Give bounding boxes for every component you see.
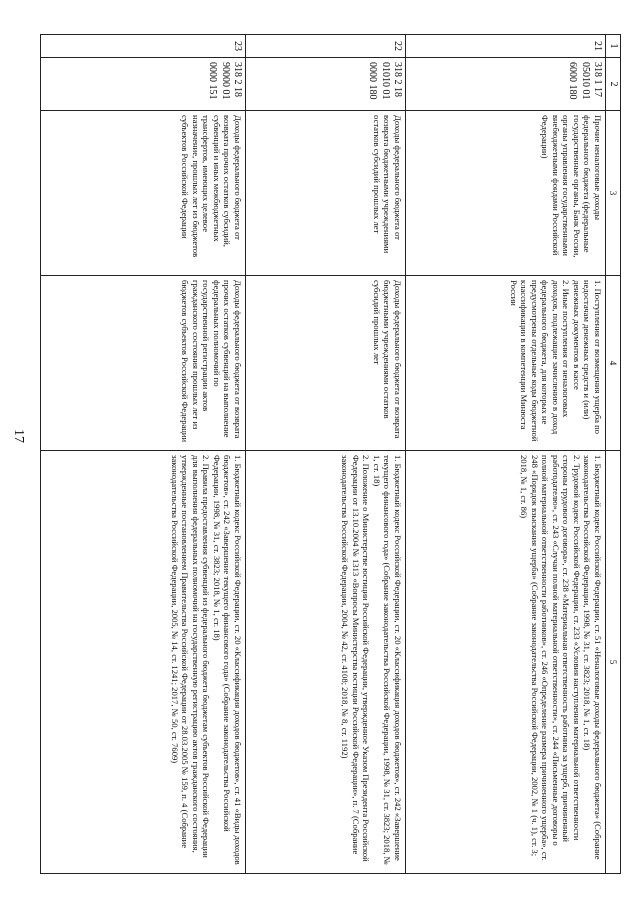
- income-detail-item: 2. Иные поступления от неналоговых доходов, подлежащие зачислению в доход федерального бюджета, для которых не предусмотрены отдельные коды бюджетной классификации в компетенции Минюста России: [508, 280, 572, 442]
- classification-table: [40, 34, 621, 874]
- table-rotation-frame: [40, 34, 621, 874]
- header-col-3: 3: [605, 111, 620, 276]
- header-col-5: 5: [605, 451, 620, 874]
- legal-basis-item: 2. Положение о Министерстве юстиции Российской Федерации, утвержденное Указом Президента Российской Федерации от 13.10.2004 № 1313 «Вопросы Министерства юстиции Российской Федерации», п. 7 (Собрание законодательства Российской Федерации, 2004, № 42, ст. 4108; 2018, № 8, ст. 1192): [340, 455, 372, 862]
- row-number: 23: [41, 35, 246, 58]
- table-header-row: [605, 35, 620, 874]
- legal-basis-item: 1. Бюджетный кодекс Российской Федерации, ст. 20 «Классификация доходов бюджетов», ст. 242 «Завершение текущего финансового года» (Собрание законодательства Российской Федерации, 1998, № 31, ст. 3823; 2018, № 1, ст. 18): [371, 455, 403, 865]
- classification-table-wrapper: [40, 34, 621, 874]
- income-detail-item: Доходы федерального бюджета от возврата прочих остатков субвенций на выполнение федеральных полномочий по государственной регистрации актов гражданского состояния прошлых лет из бюджетов субъектов Российской Федерации: [180, 280, 243, 443]
- budget-code-part: 318 2 18: [391, 62, 403, 97]
- budget-code: [41, 58, 246, 111]
- budget-code-part: 01010 01: [379, 62, 391, 100]
- income-detail-item: Доходы федерального бюджета от возврата бюджетными учреждениями остатков субсидий прошлых лет: [371, 280, 403, 439]
- budget-code-part: 6000 180: [567, 62, 579, 100]
- income-detail-item: 1. Поступления от возмещения ущерба по недостачам денежных средств и (или) денежных документов в кассе: [571, 280, 603, 434]
- legal-basis-item: 1. Бюджетный кодекс Российской Федерации, ст. 51 «Неналоговые доходы федерального бюджета» (Собрание законодательства Российской Федерации, 1998, № 31, ст. 3823; 2018, № 1, ст. 18): [582, 455, 603, 860]
- budget-code-part: 318 2 18: [231, 62, 243, 97]
- budget-code: [245, 58, 405, 111]
- legal-basis-item: 2. Правила предоставления субвенций из федерального бюджета бюджетам субъектов Российской Федерации для выполнения федеральных полномочий на государственную регистрацию актов гражданского состояния, утвержденные постановлением Правительства Российской Федерации от 28.03.2005 № 159, п. 4 (Собрание законодательства Российской Федерации, 2005, № 14, ст. 1241; 2017, № 50, ст. 7609): [169, 455, 212, 858]
- legal-basis-item: 2. Трудовой кодекс Российской Федерации, ст. 233 «Условия наступления материальной ответственности стороны трудового договора», ст. 238 «Материальная ответственность работника за ущерб, причиненный работодателю», ст. 243 «Случаи полной материальной ответственности», ст. 244 «Письменные договоры о полной материальной ответственности работников», ст. 246 «Определение размера причиненного ущерба», ст. 248 «Порядок взыскания ущерба» (Собрание законодательства Российской Федерации, 2002, № 1 (ч. 1), ст. 3; 2018, № 1, ст. 86): [519, 455, 582, 861]
- legal-basis: [41, 451, 246, 874]
- legal-basis: [245, 451, 405, 874]
- income-detail: [245, 276, 405, 451]
- income-name: Доходы федерального бюджета от возврата прочих остатков субсидий, субвенций и иных межбюджетных трансфертов, имеющих целевое назначение, прошлых лет из бюджетов субъектов Российской Федерации: [41, 111, 246, 276]
- budget-code-part: 0000 180: [367, 62, 379, 100]
- table-row: [41, 35, 246, 874]
- table-row: [245, 35, 405, 874]
- income-name: Прочие неналоговые доходы федерального бюджета (федеральные государственные органы, Банк России, органы управления государственными внебюджетными фондами Российской Федерации): [405, 111, 605, 276]
- income-detail: [41, 276, 246, 451]
- header-col-2: 2: [605, 58, 620, 111]
- row-number: 22: [245, 35, 405, 58]
- budget-code: [405, 58, 605, 111]
- header-col-4: 4: [605, 276, 620, 451]
- page-number: 17: [11, 429, 26, 443]
- income-name: Доходы федерального бюджета от возврата бюджетными учреждениями остатков субсидий прошлых лет: [245, 111, 405, 276]
- income-detail: [405, 276, 605, 451]
- budget-code-part: 318 1 17: [591, 62, 603, 97]
- legal-basis-item: 1. Бюджетный кодекс Российской Федерации, ст. 20 «Классификация доходов бюджетов», ст. 41 «Виды доходов бюджетов», ст. 242 «Завершение текущего финансового года» (Собрание законодательства Российской Федерации, 1998, № 31, ст. 3823; 2018, № 1, ст. 18): [211, 455, 243, 865]
- table-row: [405, 35, 605, 874]
- header-col-1: 1: [605, 35, 620, 58]
- budget-code-part: 0000 151: [207, 62, 219, 100]
- legal-basis: [405, 451, 605, 874]
- budget-code-part: 05010 01: [579, 62, 591, 100]
- row-number: 21: [405, 35, 605, 58]
- budget-code-part: 90000 01: [219, 62, 231, 100]
